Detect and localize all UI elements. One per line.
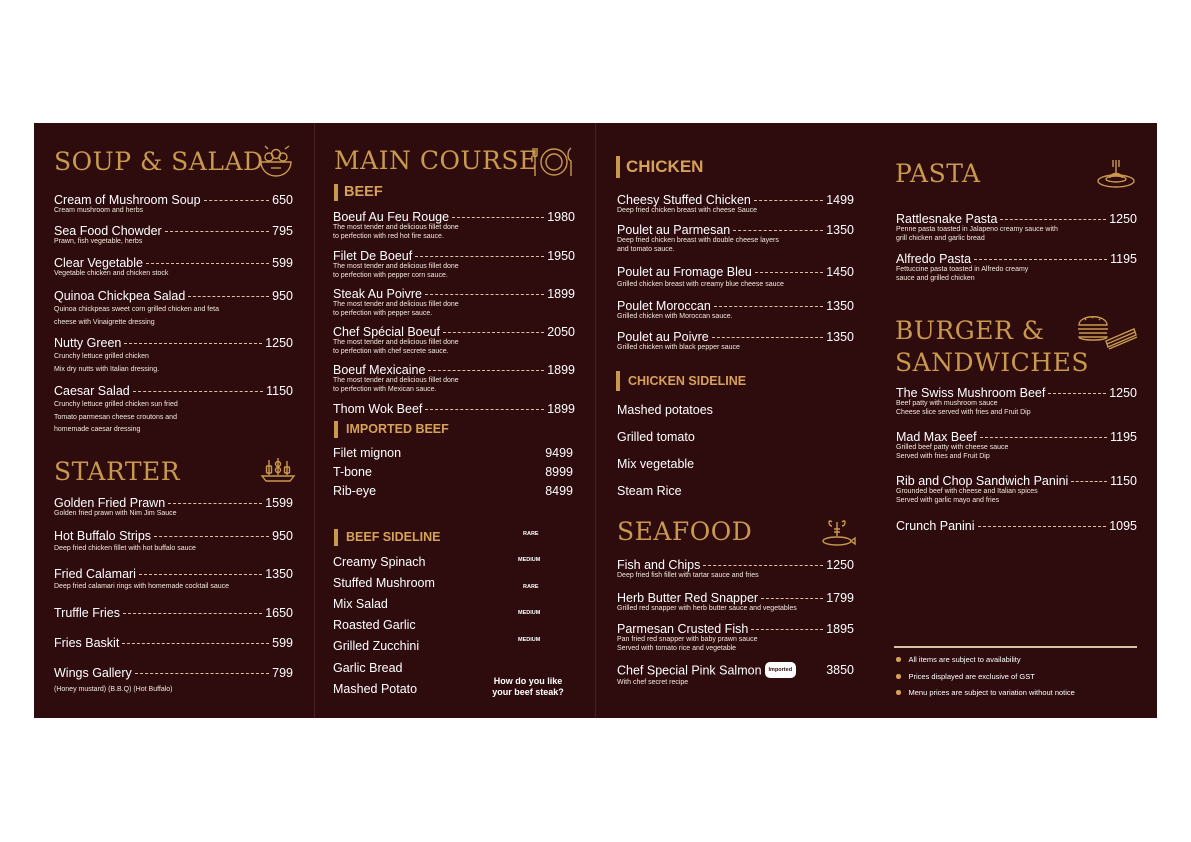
leader-dots bbox=[703, 565, 823, 566]
menu-item bbox=[333, 446, 573, 460]
item-description: Cheese slice served with fries and Fruit Dip bbox=[896, 408, 1031, 416]
item-name: Rattlesnake Pasta bbox=[896, 212, 998, 226]
item-name: Caesar Salad bbox=[54, 384, 130, 398]
leader-dots bbox=[1000, 219, 1106, 220]
item-price: 1650 bbox=[265, 606, 293, 620]
leader-dots bbox=[124, 343, 262, 344]
item-description: Pan fried red snapper with baby prawn sauce bbox=[617, 636, 758, 643]
note-text: All items are subject to availability bbox=[908, 655, 1021, 664]
menu-item bbox=[333, 484, 573, 498]
item-description: Grilled chicken with black pepper sauce bbox=[617, 344, 740, 351]
item-description: Prawn, fish vegetable, herbs bbox=[54, 238, 143, 245]
leader-dots bbox=[714, 306, 823, 307]
item-description: Quinoa chickpeas sweet corn grilled chicken and feta bbox=[54, 306, 219, 313]
item-description: Grounded beef with cheese and Italian spices bbox=[896, 488, 1038, 495]
item-description: to perfection with pepper sauce. bbox=[333, 309, 433, 317]
item-price: 1899 bbox=[547, 363, 575, 377]
note-item bbox=[896, 672, 1035, 681]
item-name: Filet De Boeuf bbox=[333, 249, 413, 263]
item-name: Steak Au Poivre bbox=[333, 287, 422, 301]
section-title-main-course: MAIN COURSE bbox=[334, 146, 538, 175]
item-description: Served with fries and Fruit Dip bbox=[896, 452, 990, 460]
item-description: With chef secret recipe bbox=[617, 679, 689, 686]
menu-item bbox=[54, 636, 293, 650]
item-description: Grilled beef patty with cheese sauce bbox=[896, 444, 1009, 451]
leader-dots bbox=[415, 256, 544, 257]
item-price: 1350 bbox=[265, 567, 293, 581]
item-price: 1450 bbox=[826, 265, 854, 279]
sideline-item: Mix vegetable bbox=[617, 457, 695, 471]
leader-dots bbox=[168, 503, 262, 504]
item-name: Fish and Chips bbox=[617, 558, 701, 572]
leader-dots bbox=[443, 332, 544, 333]
leader-dots bbox=[1071, 481, 1107, 482]
item-name: Mad Max Beef bbox=[896, 430, 977, 444]
item-description: Golden fried prawn with Nim Jim Sauce bbox=[54, 510, 177, 517]
subsection-title-beef-sideline: BEEF SIDELINE bbox=[334, 529, 440, 546]
steak-question bbox=[486, 676, 570, 698]
leader-dots bbox=[135, 673, 269, 674]
salad-bowl-icon bbox=[258, 145, 294, 179]
item-description: Vegetable chicken and chicken stock bbox=[54, 270, 169, 277]
menu-item bbox=[54, 224, 293, 247]
subsection-title-imported-beef: IMPORTED BEEF bbox=[334, 421, 449, 438]
item-description: and tomato sauce. bbox=[617, 245, 675, 253]
menu-item bbox=[54, 529, 293, 554]
item-price: 1499 bbox=[826, 193, 854, 207]
item-price: 1250 bbox=[265, 336, 293, 350]
leader-dots bbox=[1048, 393, 1106, 394]
item-name: Sea Food Chowder bbox=[54, 224, 162, 238]
menu-item bbox=[617, 330, 854, 353]
note-item bbox=[896, 655, 1021, 664]
section-title-line: BURGER & bbox=[895, 316, 1045, 345]
leader-dots bbox=[425, 294, 544, 295]
leader-dots bbox=[980, 437, 1108, 438]
sideline-item: Roasted Garlic bbox=[333, 618, 416, 632]
column-divider bbox=[314, 123, 315, 718]
note-text: Menu prices are subject to variation without notice bbox=[908, 688, 1075, 697]
menu-item bbox=[54, 336, 293, 374]
menu-item bbox=[54, 496, 293, 519]
item-price: 599 bbox=[272, 636, 293, 650]
item-description: Served with tomato rice and vegetable bbox=[617, 644, 737, 652]
item-price: 1195 bbox=[1110, 252, 1137, 266]
item-description: Deep fried chicken breast with cheese Sauce bbox=[617, 207, 758, 214]
item-price: 1150 bbox=[1110, 474, 1137, 488]
item-price: 1095 bbox=[1109, 519, 1137, 533]
leader-dots bbox=[146, 263, 269, 264]
leader-dots bbox=[428, 370, 544, 371]
item-price: 950 bbox=[272, 289, 293, 303]
item-description: Deep fried chicken fillet with hot buffalo sauce bbox=[54, 545, 196, 552]
menu-item bbox=[54, 256, 293, 279]
section-title-soup-salad: SOUP & SALAD bbox=[54, 147, 264, 176]
menu-item bbox=[333, 402, 575, 416]
item-description: Grilled red snapper with herb butter sauce and vegetables bbox=[617, 605, 797, 612]
item-description: Deep fried chicken breast with double cheese layers bbox=[617, 237, 779, 244]
leader-dots bbox=[123, 613, 262, 614]
column-divider bbox=[595, 123, 596, 718]
leader-dots bbox=[755, 272, 823, 273]
sideline-item: Grilled Zucchini bbox=[333, 639, 420, 653]
item-description: Penne pasta toasted in Jalapeno creamy sauce with bbox=[896, 226, 1058, 233]
item-description: The most tender and delicious fillet done bbox=[333, 224, 459, 231]
sideline-item: Mashed potatoes bbox=[617, 403, 713, 417]
item-price: 1799 bbox=[826, 591, 854, 605]
item-name: Boeuf Mexicaine bbox=[333, 363, 426, 377]
item-price: 1250 bbox=[826, 558, 854, 572]
lobster-fish-icon bbox=[818, 516, 856, 548]
leader-dots bbox=[204, 200, 270, 201]
item-name: Filet mignon bbox=[333, 446, 402, 460]
item-price: 650 bbox=[272, 193, 293, 207]
item-description: The most tender and delicious fillet done bbox=[333, 339, 459, 346]
item-price: 3850 bbox=[826, 663, 854, 678]
item-name: Poulet au Fromage Bleu bbox=[617, 265, 752, 279]
pasta-plate-icon bbox=[1096, 157, 1136, 189]
bullet-icon bbox=[896, 657, 901, 662]
sideline-item: Stuffed Mushroom bbox=[333, 576, 435, 590]
item-description: The most tender and delicious fillet done bbox=[333, 377, 459, 384]
menu-item bbox=[896, 474, 1137, 505]
notes-divider bbox=[894, 646, 1137, 648]
sideline-item: Steam Rice bbox=[617, 484, 682, 498]
item-name: Chef Special Pink Salmon bbox=[617, 663, 762, 678]
sideline-item: Garlic Bread bbox=[333, 661, 403, 675]
item-description: grill chicken and garlic bread bbox=[896, 234, 985, 242]
item-description: cheese with Vinaigrette dressing bbox=[54, 318, 155, 326]
leader-dots bbox=[188, 296, 269, 297]
menu-item bbox=[54, 606, 293, 620]
item-price: 599 bbox=[272, 256, 293, 270]
item-name: Alfredo Pasta bbox=[896, 252, 972, 266]
item-price: 1250 bbox=[1109, 386, 1137, 400]
leader-dots bbox=[133, 391, 263, 392]
item-description: Cream mushroom and herbs bbox=[54, 207, 144, 214]
leader-dots bbox=[751, 629, 823, 630]
steak-question-line: How do you like bbox=[493, 676, 563, 686]
leader-dots bbox=[139, 574, 262, 575]
leader-dots bbox=[154, 536, 269, 537]
item-price: 1899 bbox=[547, 402, 575, 416]
item-name: Rib-eye bbox=[333, 484, 377, 498]
item-name: Poulet au Parmesan bbox=[617, 223, 731, 237]
item-price: 9499 bbox=[545, 446, 573, 460]
item-name: Fried Calamari bbox=[54, 567, 136, 581]
skewer-plate-icon bbox=[260, 456, 296, 484]
menu-item bbox=[54, 567, 293, 592]
item-price: 2050 bbox=[547, 325, 575, 339]
item-price: 1895 bbox=[826, 622, 854, 636]
menu-item bbox=[333, 363, 575, 394]
item-description: sauce and grilled chicken bbox=[896, 274, 975, 282]
item-name: Chef Spécial Boeuf bbox=[333, 325, 441, 339]
menu-item bbox=[54, 289, 293, 327]
leader-dots bbox=[761, 598, 823, 599]
leader-dots bbox=[733, 230, 823, 231]
item-description: The most tender and delicious fillet done bbox=[333, 263, 459, 270]
menu-item bbox=[617, 193, 854, 216]
item-price: 1195 bbox=[1110, 430, 1137, 444]
item-name: Golden Fried Prawn bbox=[54, 496, 166, 510]
item-name: Crunch Panini bbox=[896, 519, 975, 533]
menu-item bbox=[333, 325, 575, 356]
item-name: Boeuf Au Feu Rouge bbox=[333, 210, 450, 224]
sideline-item: Creamy Spinach bbox=[333, 555, 426, 569]
leader-dots bbox=[974, 259, 1107, 260]
item-price: 950 bbox=[272, 529, 293, 543]
item-price: 1899 bbox=[547, 287, 575, 301]
doneness-label: RARE bbox=[523, 531, 539, 537]
item-description: to perfection with pepper corn sauce. bbox=[333, 271, 448, 279]
menu-item bbox=[896, 386, 1137, 417]
item-name: Quinoa Chickpea Salad bbox=[54, 289, 186, 303]
burger-sandwich-icon bbox=[1076, 311, 1138, 353]
menu-item bbox=[333, 465, 573, 479]
section-title-burger-sandwiches bbox=[895, 315, 1089, 379]
menu-item bbox=[333, 249, 575, 280]
item-price: 1950 bbox=[547, 249, 575, 263]
item-price: 8499 bbox=[545, 484, 573, 498]
menu-item bbox=[896, 252, 1137, 283]
menu-board bbox=[34, 123, 1157, 718]
menu-item bbox=[617, 591, 854, 614]
item-description: homemade caesar dressing bbox=[54, 426, 141, 433]
plate-fork-knife-icon bbox=[530, 145, 574, 179]
item-name: Poulet au Poivre bbox=[617, 330, 709, 344]
imported-badge: Imported bbox=[765, 662, 797, 678]
item-price: 1350 bbox=[826, 223, 854, 237]
item-description: (Honey mustard) (B.B.Q) (Hot Buffalo) bbox=[54, 686, 173, 693]
item-name: Herb Butter Red Snapper bbox=[617, 591, 759, 605]
menu-item bbox=[896, 212, 1137, 243]
item-price: 799 bbox=[272, 666, 293, 680]
note-item bbox=[896, 688, 1075, 697]
menu-item bbox=[617, 622, 854, 653]
bullet-icon bbox=[896, 674, 901, 679]
item-name: Nutty Green bbox=[54, 336, 122, 350]
item-name: Poulet Moroccan bbox=[617, 299, 711, 313]
section-title-starter: STARTER bbox=[54, 457, 181, 486]
item-name: The Swiss Mushroom Beef bbox=[896, 386, 1046, 400]
leader-dots bbox=[452, 217, 544, 218]
item-description: Deep fried calamari rings with homemade cocktail sauce bbox=[54, 583, 230, 590]
sideline-item: Mix Salad bbox=[333, 597, 388, 611]
item-price: 1599 bbox=[265, 496, 293, 510]
menu-item bbox=[617, 299, 854, 322]
sideline-item: Grilled tomato bbox=[617, 430, 695, 444]
leader-dots bbox=[165, 231, 269, 232]
doneness-label: MEDIUM bbox=[518, 610, 541, 616]
menu-item bbox=[896, 519, 1137, 533]
item-name: Fries Baskit bbox=[54, 636, 120, 650]
item-price: 1350 bbox=[826, 299, 854, 313]
leader-dots bbox=[712, 337, 823, 338]
item-description: The most tender and delicious fillet done bbox=[333, 301, 459, 308]
steak-question-line: your beef steak? bbox=[492, 687, 564, 697]
leader-dots bbox=[754, 200, 823, 201]
item-price: 795 bbox=[272, 224, 293, 238]
doneness-label: MEDIUM bbox=[518, 637, 541, 643]
item-description: Crunchy lettuce grilled chicken sun fried bbox=[54, 401, 178, 408]
menu-item bbox=[54, 193, 293, 216]
item-price: 1350 bbox=[826, 330, 854, 344]
item-name: T-bone bbox=[333, 465, 372, 479]
menu-item bbox=[617, 663, 854, 688]
item-price: 8999 bbox=[545, 465, 573, 479]
menu-item bbox=[896, 430, 1137, 461]
item-description: Crunchy lettuce grilled chicken bbox=[54, 353, 149, 360]
item-description: to perfection with chef secrete sauce. bbox=[333, 347, 449, 355]
item-name: Parmesan Crusted Fish bbox=[617, 622, 749, 636]
item-description: Mix dry nutts with Italian dressing. bbox=[54, 365, 160, 373]
item-description: to perfection with red hot fire sauce. bbox=[333, 232, 444, 240]
item-name-wrap bbox=[617, 663, 796, 679]
item-price: 1250 bbox=[1109, 212, 1137, 226]
item-description: Served with garlic mayo and fries bbox=[896, 496, 1000, 504]
menu-item bbox=[54, 666, 293, 695]
sideline-item: Mashed Potato bbox=[333, 682, 418, 696]
item-description: Grilled chicken breast with creamy blue cheese sauce bbox=[617, 281, 784, 288]
section-title-seafood: SEAFOOD bbox=[617, 517, 753, 546]
item-description: Beef patty with mushroom sauce bbox=[896, 400, 998, 407]
section-title-line: SANDWICHES bbox=[895, 348, 1089, 377]
item-description: Fettuccine pasta toasted in Alfredo creamy bbox=[896, 266, 1029, 273]
item-description: Tomato parmesan cheese croutons and bbox=[54, 413, 177, 421]
subsection-title-beef: BEEF bbox=[334, 184, 383, 201]
doneness-label: MEDIUM bbox=[518, 557, 541, 563]
menu-item bbox=[617, 558, 854, 581]
doneness-label: RARE bbox=[523, 584, 539, 590]
item-price: 1150 bbox=[266, 384, 293, 398]
item-name: Rib and Chop Sandwich Panini bbox=[896, 474, 1069, 488]
item-name: Wings Gallery bbox=[54, 666, 132, 680]
menu-item bbox=[333, 287, 575, 318]
item-name: Clear Vegetable bbox=[54, 256, 143, 270]
item-price: 1980 bbox=[547, 210, 575, 224]
leader-dots bbox=[122, 643, 269, 644]
subsection-title-chicken-sideline: CHICKEN SIDELINE bbox=[616, 371, 746, 391]
item-name: Cheesy Stuffed Chicken bbox=[617, 193, 751, 207]
item-name: Thom Wok Beef bbox=[333, 402, 423, 416]
item-name: Hot Buffalo Strips bbox=[54, 529, 152, 543]
leader-dots bbox=[978, 526, 1107, 527]
section-title-pasta: PASTA bbox=[895, 159, 981, 188]
item-name: Truffle Fries bbox=[54, 606, 120, 620]
section-title-chicken: CHICKEN bbox=[616, 156, 703, 178]
bullet-icon bbox=[896, 690, 901, 695]
item-description: Deep fried fish fillet with tartar sauce and fries bbox=[617, 572, 759, 579]
menu-item bbox=[333, 210, 575, 241]
item-description: Grilled chicken with Moroccan sauce. bbox=[617, 313, 733, 320]
menu-item bbox=[617, 265, 854, 290]
menu-item bbox=[617, 223, 854, 254]
item-description: to perfection with Mexican sauce. bbox=[333, 385, 437, 393]
menu-item bbox=[54, 384, 293, 435]
leader-dots bbox=[425, 409, 544, 410]
note-text: Prices displayed are exclusive of GST bbox=[908, 672, 1035, 681]
item-name: Cream of Mushroom Soup bbox=[54, 193, 201, 207]
